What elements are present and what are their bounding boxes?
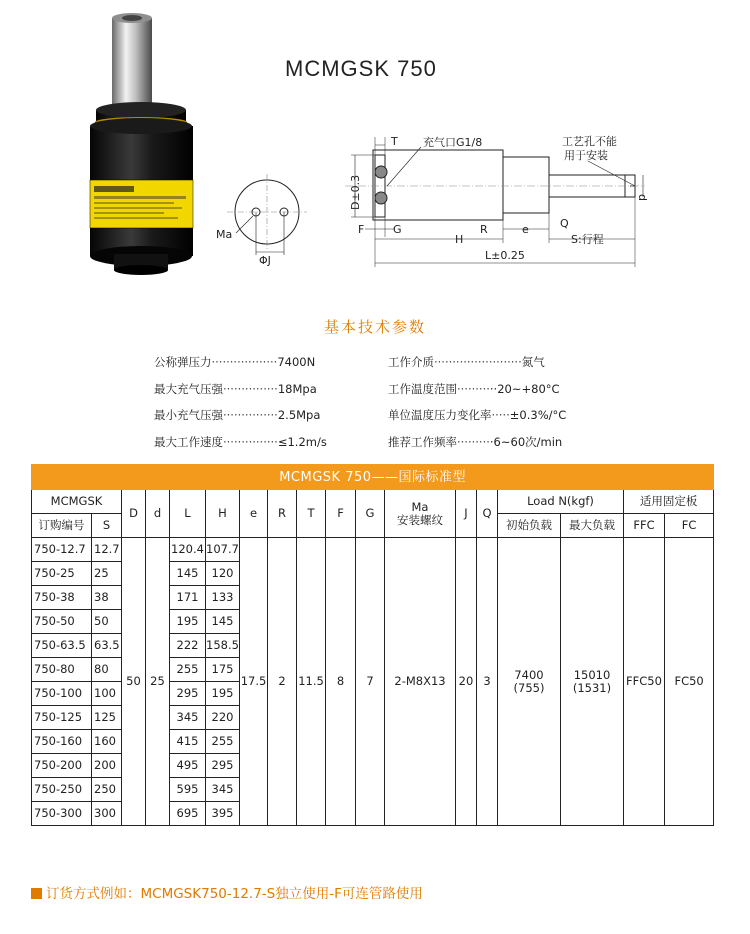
header-J: J <box>456 490 477 538</box>
ma-label: Ma <box>216 228 233 241</box>
cell-order: 750-12.7 <box>32 538 92 562</box>
cell-order: 750-38 <box>32 586 92 610</box>
cell-order: 750-63.5 <box>32 634 92 658</box>
cell-H: 120 <box>206 562 240 586</box>
cell-Q-shared: 3 <box>477 538 498 826</box>
initial-load-n: 7400 <box>514 667 544 682</box>
cell-H: 220 <box>206 706 240 730</box>
cell-J-shared: 20 <box>456 538 477 826</box>
cell-order: 750-80 <box>32 658 92 682</box>
cell-order: 750-25 <box>32 562 92 586</box>
cell-fc-shared: FC50 <box>665 538 714 826</box>
cell-s: 80 <box>92 658 122 682</box>
spec-value: ≤1.2m/s <box>277 435 327 449</box>
cell-s: 300 <box>92 802 122 826</box>
spec-left-row <box>154 381 317 397</box>
header-e: e <box>240 490 268 538</box>
spec-left-row <box>154 407 320 423</box>
cell-s: 12.7 <box>92 538 122 562</box>
cell-L: 145 <box>170 562 206 586</box>
order-example-text: 订货方式例如：MCMGSK750-12.7-S独立使用-F可连管路使用 <box>46 886 423 902</box>
cell-H: 145 <box>206 610 240 634</box>
side-view-diagram <box>335 125 655 275</box>
spec-table <box>31 464 714 826</box>
spec-value: ±0.3%/°C <box>509 408 567 422</box>
cell-order: 750-100 <box>32 682 92 706</box>
cell-order: 750-300 <box>32 802 92 826</box>
header-fc: FC <box>665 514 714 538</box>
header-s: S <box>92 514 122 538</box>
port-label: 充气口G1/8 <box>423 136 483 149</box>
cell-L: 255 <box>170 658 206 682</box>
cell-F-shared: 8 <box>326 538 356 826</box>
order-example <box>31 882 423 902</box>
cell-T-shared: 11.5 <box>297 538 326 826</box>
header-ma <box>385 490 456 538</box>
cell-order: 750-50 <box>32 610 92 634</box>
cell-L: 195 <box>170 610 206 634</box>
cell-H: 295 <box>206 754 240 778</box>
cell-H: 175 <box>206 658 240 682</box>
cell-L: 120.4 <box>170 538 206 562</box>
header-d: d <box>146 490 170 538</box>
spec-name: 工作介质 <box>388 355 434 369</box>
spec-name: 工作温度范围 <box>388 382 457 396</box>
e-label: e <box>522 223 529 236</box>
header-model-group: MCMGSK <box>32 490 122 514</box>
cell-H: 255 <box>206 730 240 754</box>
cell-s: 25 <box>92 562 122 586</box>
d-rod-label: d <box>636 194 649 201</box>
cell-L: 222 <box>170 634 206 658</box>
table-row <box>32 538 714 562</box>
t-label: T <box>391 135 398 148</box>
header-order-no: 订购编号 <box>32 514 92 538</box>
l-label: L±0.25 <box>485 249 525 262</box>
cell-s: 100 <box>92 682 122 706</box>
spec-right-row <box>388 407 566 423</box>
cell-D-shared: 50 <box>122 538 146 826</box>
spec-dots: ········· <box>457 382 490 396</box>
d-outer-label: D±0.3 <box>349 174 362 210</box>
spec-dots: ····· <box>491 408 510 422</box>
spec-dots: ··············· <box>223 408 278 422</box>
spec-dots: ·················· <box>211 355 278 369</box>
header-L: L <box>170 490 206 538</box>
header-D: D <box>122 490 146 538</box>
cell-e-shared: 17.5 <box>240 538 268 826</box>
cell-H: 195 <box>206 682 240 706</box>
cell-L: 171 <box>170 586 206 610</box>
spec-name: 最大工作速度 <box>154 435 223 449</box>
max-load-n: 15010 <box>573 667 611 682</box>
cell-max-load-shared <box>561 538 624 826</box>
spec-name: 推荐工作频率 <box>388 435 457 449</box>
cell-s: 200 <box>92 754 122 778</box>
spec-name: 公称弹压力 <box>154 355 212 369</box>
front-view-diagram <box>212 160 322 270</box>
spec-dots: ··············· <box>223 382 278 396</box>
cell-L: 595 <box>170 778 206 802</box>
cell-order: 750-160 <box>32 730 92 754</box>
cell-order: 750-200 <box>32 754 92 778</box>
cell-L: 495 <box>170 754 206 778</box>
header-initial-load: 初始负载 <box>498 514 561 538</box>
spec-name: 单位温度压力变化率 <box>388 408 492 422</box>
cell-order: 750-125 <box>32 706 92 730</box>
spec-right-row <box>388 434 562 450</box>
cell-s: 125 <box>92 706 122 730</box>
header-ffc: FFC <box>624 514 665 538</box>
hole-note-line1: 工艺孔不能 <box>562 135 617 148</box>
header-T: T <box>297 490 326 538</box>
cell-s: 50 <box>92 610 122 634</box>
cell-H: 395 <box>206 802 240 826</box>
header-max-load: 最大负载 <box>561 514 624 538</box>
cell-L: 695 <box>170 802 206 826</box>
spec-dots: ········· <box>457 435 490 449</box>
cell-L: 295 <box>170 682 206 706</box>
cell-s: 250 <box>92 778 122 802</box>
header-G: G <box>356 490 385 538</box>
header-plate: 适用固定板 <box>624 490 714 514</box>
spec-left-row <box>154 354 315 370</box>
spec-name: 最小充气压强 <box>154 408 223 422</box>
cell-L: 415 <box>170 730 206 754</box>
spec-dots: ························ <box>434 355 522 369</box>
spec-dots: ··············· <box>223 435 278 449</box>
stroke-label: S:行程 <box>571 233 604 246</box>
cell-G-shared: 7 <box>356 538 385 826</box>
cell-R-shared: 2 <box>268 538 297 826</box>
product-title: MCMGSK 750 <box>285 56 437 81</box>
r-label: R <box>480 223 488 236</box>
max-load-kgf: (1531) <box>572 680 612 695</box>
bullet-square-icon <box>31 888 42 899</box>
cell-order: 750-250 <box>32 778 92 802</box>
q-label: Q <box>560 217 569 230</box>
product-photo <box>78 10 208 280</box>
header-load: Load N(kgf) <box>498 490 624 514</box>
cell-H: 107.7 <box>206 538 240 562</box>
j-label: ΦJ <box>259 254 271 267</box>
header-F: F <box>326 490 356 538</box>
spec-value: ··20~+80°C <box>489 382 560 396</box>
spec-value: 7400N <box>277 355 316 369</box>
spec-left-row <box>154 434 327 450</box>
header-R: R <box>268 490 297 538</box>
header-ma-line2: 安装螺纹 <box>397 512 443 527</box>
cell-s: 160 <box>92 730 122 754</box>
cell-H: 133 <box>206 586 240 610</box>
spec-name: 最大充气压强 <box>154 382 223 396</box>
spec-right-row <box>388 354 545 370</box>
g-label: G <box>393 223 402 236</box>
section-title: 基本技术参数 <box>323 318 426 336</box>
initial-load-kgf: (755) <box>513 680 545 695</box>
cell-ffc-shared: FFC50 <box>624 538 665 826</box>
spec-value: 2.5Mpa <box>277 408 321 422</box>
header-Q: Q <box>477 490 498 538</box>
cell-H: 345 <box>206 778 240 802</box>
spec-table-wrapper <box>31 464 713 826</box>
h-label: H <box>455 233 464 246</box>
header-H: H <box>206 490 240 538</box>
table-title: MCMGSK 750——国际标准型 <box>32 465 714 490</box>
cell-s: 63.5 <box>92 634 122 658</box>
spec-value: ·6~60次/min <box>489 435 563 449</box>
cell-L: 345 <box>170 706 206 730</box>
header-ma-line1: Ma <box>411 499 429 514</box>
spec-value: 18Mpa <box>277 382 317 396</box>
f-label: F <box>358 223 365 236</box>
spec-right-row <box>388 381 560 397</box>
cell-initial-load-shared <box>498 538 561 826</box>
hole-note-line2: 用于安装 <box>564 149 608 162</box>
cell-d-shared: 25 <box>146 538 170 826</box>
cell-ma-shared: 2-M8X13 <box>385 538 456 826</box>
cell-s: 38 <box>92 586 122 610</box>
cell-H: 158.5 <box>206 634 240 658</box>
spec-value: 氮气 <box>521 355 545 369</box>
